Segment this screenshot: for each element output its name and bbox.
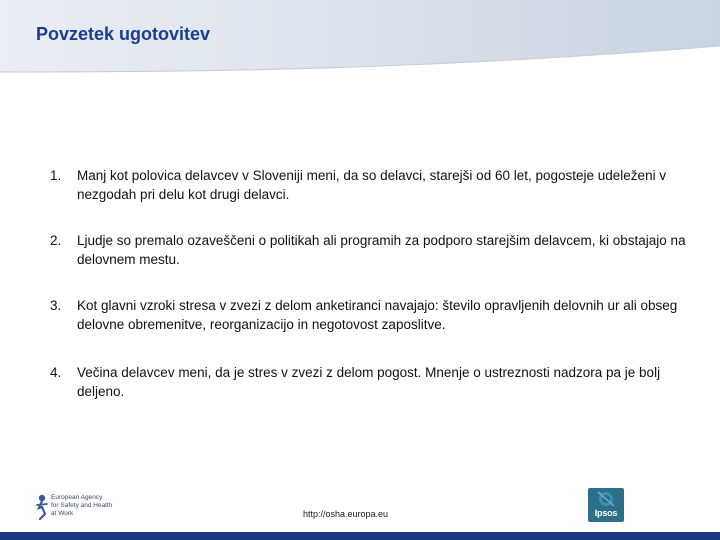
ipsos-wordmark: Ipsos xyxy=(594,508,618,518)
page-title: Povzetek ugotovitev xyxy=(36,24,211,44)
finding-text: Večina delavcev meni, da je stres v zvezi z delom pogost. Mnenje o ustreznosti nadzora pa je bolj deljeno. xyxy=(77,365,661,399)
bottom-bar xyxy=(0,532,720,540)
finding-number: 4. xyxy=(50,365,62,380)
ipsos-logo xyxy=(588,488,624,522)
finding-number: 1. xyxy=(50,168,62,183)
finding-item-2 xyxy=(50,231,690,269)
header-band xyxy=(0,0,720,72)
finding-item-3 xyxy=(50,296,690,334)
eu-osha-logo xyxy=(34,492,118,520)
finding-item-1 xyxy=(50,166,690,204)
finding-number: 3. xyxy=(50,298,62,313)
agency-name xyxy=(51,494,112,518)
finding-item-4 xyxy=(50,363,690,401)
finding-text: Manj kot polovica delavcev v Sloveniji meni, da so delavci, starejši od 60 let, pogosteje udeleženi v nezgodah pri delu kot drugi delavci. xyxy=(77,168,667,202)
finding-text: Ljudje so premalo ozaveščeni o politikah ali programih za podporo starejšim delavcem, ki obstajajo na delovnem mestu. xyxy=(77,233,686,267)
footer-url-link[interactable]: http://osha.europa.eu xyxy=(303,509,389,519)
finding-number: 2. xyxy=(50,233,62,248)
eu-osha-mark-icon xyxy=(34,492,50,520)
agency-name-line: European Agency xyxy=(51,494,103,501)
agency-name-line: at Work xyxy=(51,510,74,517)
agency-name-line: for Safety and Health xyxy=(51,502,113,509)
finding-text: Kot glavni vzroki stresa v zvezi z delom anketiranci navajajo: število opravljenih delovnih ur ali obseg delovne obremenitve, reorganizacijo in negotovost zaposlitve. xyxy=(77,298,678,332)
